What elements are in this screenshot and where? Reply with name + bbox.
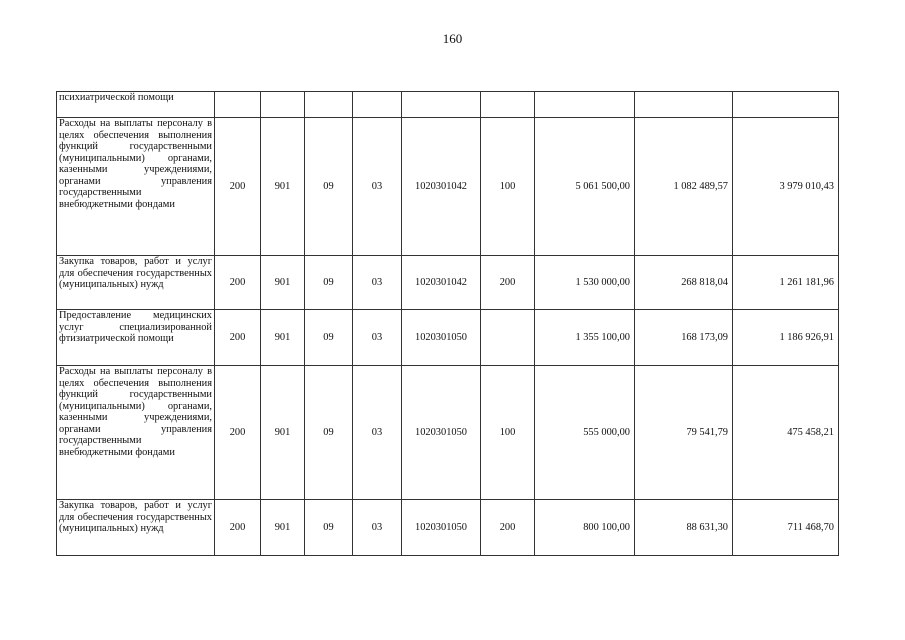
cell-col8 xyxy=(635,92,733,118)
cell-col8: 88 631,30 xyxy=(635,500,733,556)
cell-col8: 79 541,79 xyxy=(635,366,733,500)
cell-col5: 1020301042 xyxy=(402,118,481,256)
row-description: психиатрической помощи xyxy=(57,92,215,118)
cell-col8: 1 082 489,57 xyxy=(635,118,733,256)
cell-col3: 09 xyxy=(305,500,353,556)
cell-col4: 03 xyxy=(353,118,402,256)
cell-col6 xyxy=(481,92,535,118)
cell-col2: 901 xyxy=(261,118,305,256)
table-row xyxy=(57,256,839,310)
row-description: Закупка товаров, работ и услуг для обеспечения государственных (муниципальных) нужд xyxy=(57,256,215,310)
cell-col7: 1 530 000,00 xyxy=(535,256,635,310)
cell-col2: 901 xyxy=(261,310,305,366)
cell-col6 xyxy=(481,310,535,366)
cell-col1: 200 xyxy=(215,366,261,500)
table-row xyxy=(57,366,839,500)
cell-col1: 200 xyxy=(215,118,261,256)
cell-col7: 555 000,00 xyxy=(535,366,635,500)
cell-col2 xyxy=(261,92,305,118)
cell-col3 xyxy=(305,92,353,118)
cell-col8: 268 818,04 xyxy=(635,256,733,310)
cell-col9: 3 979 010,43 xyxy=(733,118,839,256)
cell-col3: 09 xyxy=(305,366,353,500)
table-row xyxy=(57,310,839,366)
table-row xyxy=(57,500,839,556)
cell-col1: 200 xyxy=(215,310,261,366)
row-description: Расходы на выплаты персоналу в целях обеспечения выполнения функций государственными (муниципальными) органами, казенными учреждениями, органами управления государственными внебюджетными фондами xyxy=(57,118,215,256)
cell-col4: 03 xyxy=(353,256,402,310)
cell-col8: 168 173,09 xyxy=(635,310,733,366)
cell-col9: 1 261 181,96 xyxy=(733,256,839,310)
cell-col1: 200 xyxy=(215,500,261,556)
row-description: Предоставление медицинских услуг специализированной фтизиатрической помощи xyxy=(57,310,215,366)
budget-table xyxy=(56,91,839,556)
cell-col9: 711 468,70 xyxy=(733,500,839,556)
cell-col3: 09 xyxy=(305,118,353,256)
row-description: Закупка товаров, работ и услуг для обеспечения государственных (муниципальных) нужд xyxy=(57,500,215,556)
cell-col7: 5 061 500,00 xyxy=(535,118,635,256)
table-row xyxy=(57,118,839,256)
cell-col6: 100 xyxy=(481,366,535,500)
cell-col2: 901 xyxy=(261,256,305,310)
cell-col6: 200 xyxy=(481,500,535,556)
row-description: Расходы на выплаты персоналу в целях обеспечения выполнения функций государственными (муниципальными) органами, казенными учреждениями, органами управления государственными внебюджетными фондами xyxy=(57,366,215,500)
cell-col3: 09 xyxy=(305,256,353,310)
cell-col9 xyxy=(733,92,839,118)
cell-col3: 09 xyxy=(305,310,353,366)
cell-col7: 1 355 100,00 xyxy=(535,310,635,366)
table-row xyxy=(57,92,839,118)
cell-col1: 200 xyxy=(215,256,261,310)
cell-col9: 475 458,21 xyxy=(733,366,839,500)
cell-col5: 1020301050 xyxy=(402,310,481,366)
cell-col4: 03 xyxy=(353,366,402,500)
cell-col4 xyxy=(353,92,402,118)
cell-col7: 800 100,00 xyxy=(535,500,635,556)
cell-col4: 03 xyxy=(353,500,402,556)
cell-col7 xyxy=(535,92,635,118)
cell-col6: 100 xyxy=(481,118,535,256)
cell-col5 xyxy=(402,92,481,118)
page-number: 160 xyxy=(442,31,463,46)
cell-col5: 1020301042 xyxy=(402,256,481,310)
cell-col2: 901 xyxy=(261,366,305,500)
cell-col4: 03 xyxy=(353,310,402,366)
cell-col6: 200 xyxy=(481,256,535,310)
cell-col5: 1020301050 xyxy=(402,366,481,500)
cell-col9: 1 186 926,91 xyxy=(733,310,839,366)
cell-col2: 901 xyxy=(261,500,305,556)
cell-col1 xyxy=(215,92,261,118)
cell-col5: 1020301050 xyxy=(402,500,481,556)
